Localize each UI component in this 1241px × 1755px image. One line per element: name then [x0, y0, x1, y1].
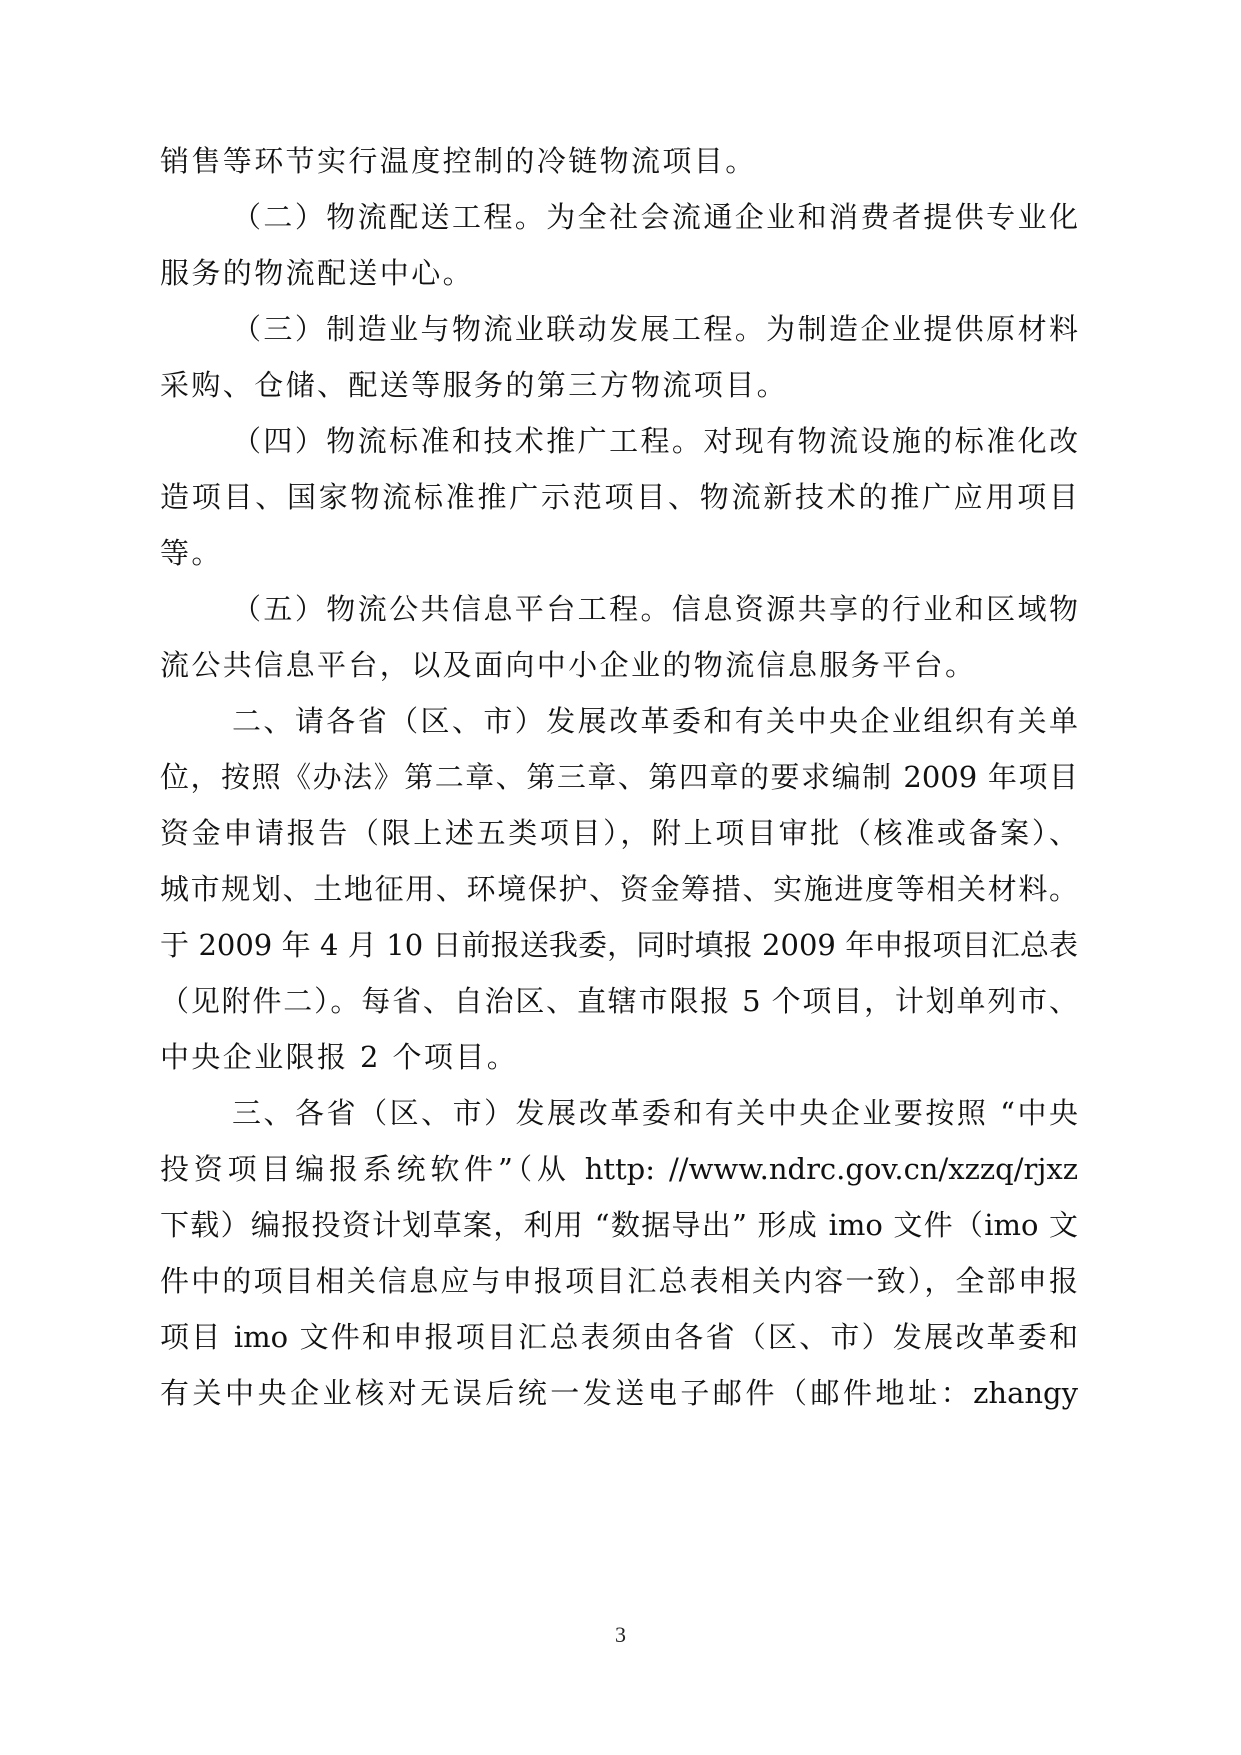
text-line: （四）物流标准和技术推广工程。对现有物流设施的标准化改	[232, 424, 1078, 458]
text-line: 项目 imo 文件和申报项目汇总表须由各省（区、市）发展改革委和	[160, 1320, 1078, 1354]
text-line: 流公共信息平台，以及面向中小企业的物流信息服务平台。	[160, 648, 977, 682]
text-line: 销售等环节实行温度控制的冷链物流项目。	[160, 144, 757, 178]
text-line: 于 2009 年 4 月 10 日前报送我委，同时填报 2009 年申报项目汇总表	[160, 928, 1078, 962]
text-line: 投资项目编报系统软件”（从 http: //www.ndrc.gov.cn/xzzq/rjxz	[160, 1152, 1078, 1186]
text-line: （二）物流配送工程。为全社会流通企业和消费者提供专业化	[232, 200, 1078, 234]
text-line: （见附件二）。每省、自治区、直辖市限报 5 个项目，计划单列市、	[160, 984, 1078, 1018]
text-line: 件中的项目相关信息应与申报项目汇总表相关内容一致），全部申报	[160, 1264, 1078, 1298]
text-line: （五）物流公共信息平台工程。信息资源共享的行业和区域物	[232, 592, 1078, 626]
text-line: 有关中央企业核对无误后统一发送电子邮件（邮件地址：zhangy	[160, 1376, 1078, 1410]
text-line: 采购、仓储、配送等服务的第三方物流项目。	[160, 368, 789, 402]
text-line: 三、各省（区、市）发展改革委和有关中央企业要按照 “中央	[232, 1096, 1078, 1130]
text-line: 中央企业限报 2 个项目。	[160, 1040, 519, 1074]
text-line: 资金申请报告（限上述五类项目），附上项目审批（核准或备案）、	[160, 816, 1078, 850]
text-line: 位，按照《办法》第二章、第三章、第四章的要求编制 2009 年项目	[160, 760, 1078, 794]
text-line: （三）制造业与物流业联动发展工程。为制造企业提供原材料	[232, 312, 1078, 346]
text-line: 城市规划、土地征用、环境保护、资金筹措、实施进度等相关材料。	[160, 872, 1078, 906]
text-line: 二、请各省（区、市）发展改革委和有关中央企业组织有关单	[232, 704, 1078, 738]
text-line: 下载）编报投资计划草案，利用 “数据导出” 形成 imo 文件（imo 文	[160, 1208, 1078, 1242]
text-line: 等。	[160, 536, 223, 570]
text-line: 服务的物流配送中心。	[160, 256, 475, 290]
page-number: 3	[615, 1622, 626, 1647]
text-line: 造项目、国家物流标准推广示范项目、物流新技术的推广应用项目	[160, 480, 1078, 514]
